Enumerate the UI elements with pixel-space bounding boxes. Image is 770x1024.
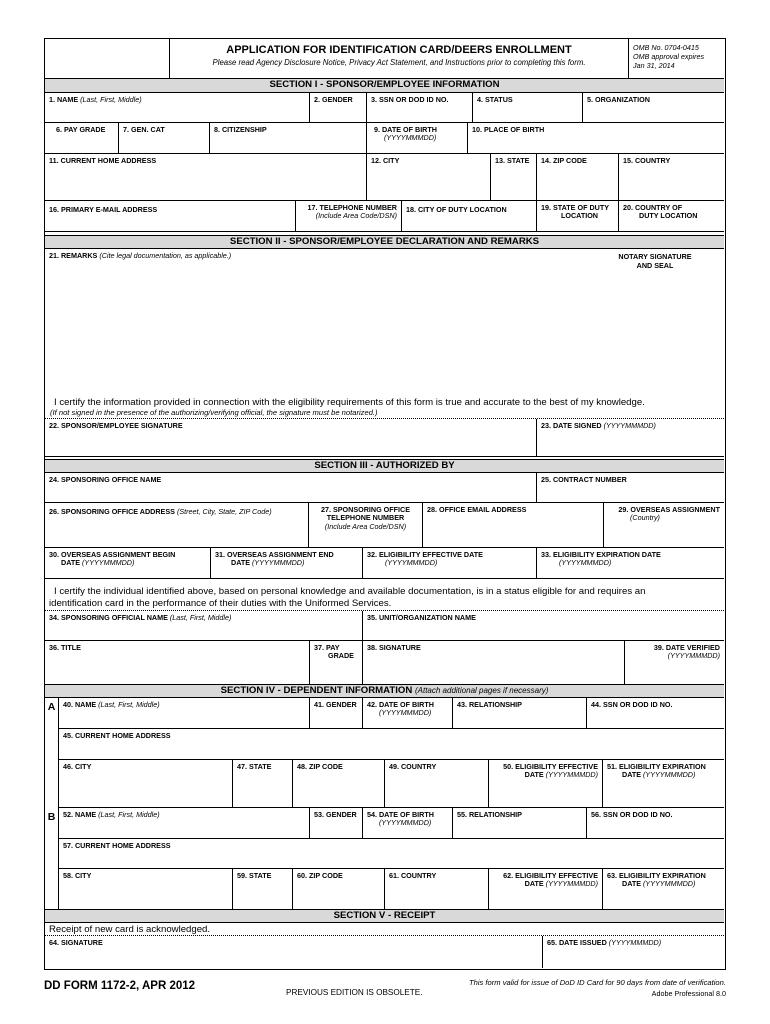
notary-seal-label: NOTARY SIGNATURE AND SEAL bbox=[618, 252, 692, 270]
contract-number-field[interactable]: 25. CONTRACT NUMBER bbox=[541, 475, 627, 484]
form-number: DD FORM 1172-2, APR 2012 bbox=[44, 980, 196, 992]
form-title: APPLICATION FOR IDENTIFICATION CARD/DEERS ENROLLMENT bbox=[226, 44, 572, 56]
s2-signature-row bbox=[45, 419, 724, 457]
s1-row-2 bbox=[45, 123, 724, 154]
eligibility-expiration-date-field[interactable]: 33. ELIGIBILITY EXPIRATION DATE (YYYYMMMDD) bbox=[541, 550, 661, 568]
section-1-header: SECTION I - SPONSOR/EMPLOYEE INFORMATION bbox=[45, 79, 724, 93]
previous-edition-note: PREVIOUS EDITION IS OBSOLETE. bbox=[286, 988, 423, 997]
dep-b-dob-field[interactable]: 54. DATE OF BIRTH (YYYYMMMDD) bbox=[363, 808, 453, 838]
dep-a-address-field[interactable]: 45. CURRENT HOME ADDRESS bbox=[63, 731, 171, 740]
dep-a-row-2 bbox=[59, 729, 724, 760]
dep-a-state-field[interactable]: 47. STATE bbox=[233, 760, 293, 807]
dependent-a-marker: A bbox=[45, 698, 59, 808]
section-2-header: SECTION II - SPONSOR/EMPLOYEE DECLARATION AND REMARKS bbox=[45, 235, 724, 249]
citizenship-field[interactable]: 8. CITIZENSHIP bbox=[210, 123, 367, 153]
sponsoring-office-phone-field[interactable]: 27. SPONSORING OFFICE TELEPHONE NUMBER (Include Area Code/DSN) bbox=[309, 503, 423, 547]
pay-grade-field[interactable]: 6. PAY GRADE bbox=[45, 123, 119, 153]
telephone-field[interactable]: 17. TELEPHONE NUMBER (Include Area Code/DSN) bbox=[296, 201, 402, 231]
unit-organization-field[interactable]: 35. UNIT/ORGANIZATION NAME bbox=[367, 613, 476, 622]
section-5-header: SECTION V - RECEIPT bbox=[45, 909, 724, 923]
sponsor-certification: I certify the information provided in connection with the eligibility requirements of this form is true and accurate to the best of my knowledge. bbox=[54, 397, 645, 408]
form-header bbox=[45, 39, 724, 79]
dependent-b-marker: B bbox=[45, 808, 59, 916]
s1-row-4 bbox=[45, 201, 724, 232]
dep-b-relationship-field[interactable]: 55. RELATIONSHIP bbox=[453, 808, 587, 838]
dep-b-ssn-field[interactable]: 56. SSN OR DOD ID NO. bbox=[591, 810, 673, 819]
eligibility-effective-date-field[interactable]: 32. ELIGIBILITY EFFECTIVE DATE (YYYYMMMDD) bbox=[363, 548, 537, 578]
dep-b-zip-field[interactable]: 60. ZIP CODE bbox=[293, 869, 385, 915]
dep-b-city-field[interactable]: 58. CITY bbox=[59, 869, 233, 915]
home-address-field[interactable]: 11. CURRENT HOME ADDRESS bbox=[45, 154, 367, 200]
dep-a-dob-field[interactable]: 42. DATE OF BIRTH (YYYYMMMDD) bbox=[363, 698, 453, 728]
s3-row-4 bbox=[45, 611, 724, 641]
dep-b-name-field[interactable]: 52. NAME (Last, First, Middle) bbox=[59, 808, 310, 838]
dep-a-relationship-field[interactable]: 43. RELATIONSHIP bbox=[453, 698, 587, 728]
duty-state-field[interactable]: 19. STATE OF DUTY LOCATION bbox=[537, 201, 619, 231]
validity-note: This form valid for issue of DoD ID Card for 90 days from date of verification. bbox=[468, 978, 726, 987]
sponsor-signature-field[interactable]: 22. SPONSOR/EMPLOYEE SIGNATURE bbox=[45, 419, 537, 456]
omb-date: Jan 31, 2014 bbox=[633, 61, 675, 71]
notarize-note: (If not signed in the presence of the authorizing/verifying official, the signature must be notarized.) bbox=[45, 408, 724, 419]
dep-a-ssn-field[interactable]: 44. SSN OR DOD ID NO. bbox=[591, 700, 673, 709]
dep-b-country-field[interactable]: 61. COUNTRY bbox=[385, 869, 489, 915]
section-3-header: SECTION III - AUTHORIZED BY bbox=[45, 459, 724, 473]
dep-b-row-2 bbox=[59, 839, 724, 869]
status-field[interactable]: 4. STATUS bbox=[473, 93, 583, 122]
section-4-header: SECTION IV - DEPENDENT INFORMATION (Attach additional pages if necessary) bbox=[45, 685, 724, 698]
place-of-birth-field[interactable]: 10. PLACE OF BIRTH bbox=[472, 125, 545, 134]
sponsoring-official-name-field[interactable]: 34. SPONSORING OFFICIAL NAME (Last, First, Middle) bbox=[45, 611, 363, 640]
dep-a-gender-field[interactable]: 41. GENDER bbox=[310, 698, 363, 728]
omb-approval: OMB approval expires bbox=[633, 52, 705, 62]
s3-row-5 bbox=[45, 641, 724, 685]
dep-b-row-1 bbox=[59, 808, 724, 839]
pay-grade-verifier-field[interactable]: 37. PAY GRADE bbox=[310, 641, 363, 684]
dep-b-gender-field[interactable]: 53. GENDER bbox=[310, 808, 363, 838]
dep-b-address-field[interactable]: 57. CURRENT HOME ADDRESS bbox=[63, 841, 171, 850]
dep-a-zip-field[interactable]: 48. ZIP CODE bbox=[293, 760, 385, 807]
name-field[interactable]: 1. NAME (Last, First, Middle) bbox=[45, 93, 310, 122]
date-signed-field[interactable]: 23. DATE SIGNED (YYYYMMMDD) bbox=[541, 421, 656, 430]
zip-field[interactable]: 14. ZIP CODE bbox=[537, 154, 619, 200]
remarks-area[interactable] bbox=[45, 249, 724, 399]
blank-header-cell bbox=[45, 39, 170, 78]
omb-cell bbox=[629, 39, 724, 78]
city-field[interactable]: 12. CITY bbox=[367, 154, 491, 200]
ssn-field[interactable]: 3. SSN OR DOD ID NO. bbox=[367, 93, 473, 122]
dep-a-row-1 bbox=[59, 698, 724, 729]
overseas-assignment-field[interactable]: 29. OVERSEAS ASSIGNMENT (Country) bbox=[618, 505, 720, 523]
sponsoring-office-address-field[interactable]: 26. SPONSORING OFFICE ADDRESS (Street, City, State, ZIP Code) bbox=[45, 503, 309, 547]
dep-a-city-field[interactable]: 46. CITY bbox=[59, 760, 233, 807]
s1-row-1 bbox=[45, 93, 724, 123]
title-field[interactable]: 36. TITLE bbox=[45, 641, 310, 684]
signature-verifier-field[interactable]: 38. SIGNATURE bbox=[363, 641, 625, 684]
dep-a-country-field[interactable]: 49. COUNTRY bbox=[385, 760, 489, 807]
state-field[interactable]: 13. STATE bbox=[491, 154, 537, 200]
organization-field[interactable]: 5. ORGANIZATION bbox=[587, 95, 650, 104]
duty-city-field[interactable]: 18. CITY OF DUTY LOCATION bbox=[402, 201, 537, 231]
dep-a-effective-date-field[interactable]: 50. ELIGIBILITY EFFECTIVE DATE (YYYYMMMDD) bbox=[489, 760, 603, 807]
authorizer-certification-line-1: I certify the individual identified above, based on personal knowledge and available documentation, is in a status eligible for and requires an bbox=[54, 586, 646, 597]
date-issued-field[interactable]: 65. DATE ISSUED (YYYYMMMDD) bbox=[547, 938, 662, 947]
authorizer-certification-line-2: identification card in the performance of their duties with the Uniformed Services. bbox=[45, 598, 724, 611]
gender-field[interactable]: 2. GENDER bbox=[310, 93, 367, 122]
dep-b-effective-date-field[interactable]: 62. ELIGIBILITY EFFECTIVE DATE (YYYYMMMDD) bbox=[489, 869, 603, 915]
remarks-label: 21. REMARKS (Cite legal documentation, as applicable.) bbox=[49, 251, 232, 260]
gen-cat-field[interactable]: 7. GEN. CAT bbox=[119, 123, 210, 153]
overseas-begin-date-field[interactable]: 30. OVERSEAS ASSIGNMENT BEGIN DATE (YYYYMMMDD) bbox=[45, 548, 211, 578]
form-frame bbox=[44, 38, 726, 970]
overseas-end-date-field[interactable]: 31. OVERSEAS ASSIGNMENT END DATE (YYYYMMMDD) bbox=[211, 548, 363, 578]
s3-row-3 bbox=[45, 548, 724, 579]
date-verified-field[interactable]: 39. DATE VERIFIED (YYYYMMMDD) bbox=[653, 643, 720, 661]
form-notice: Please read Agency Disclosure Notice, Privacy Act Statement, and Instructions prior to completing this form. bbox=[212, 58, 586, 67]
office-email-field[interactable]: 28. OFFICE EMAIL ADDRESS bbox=[423, 503, 604, 547]
dep-a-name-field[interactable]: 40. NAME (Last, First, Middle) bbox=[59, 698, 310, 728]
s1-row-3 bbox=[45, 154, 724, 201]
title-cell bbox=[170, 39, 629, 78]
receipt-acknowledgment: Receipt of new card is acknowledged. bbox=[45, 924, 724, 936]
s5-signature-row bbox=[45, 936, 724, 968]
dep-b-expiration-date-field[interactable]: 63. ELIGIBILITY EXPIRATION DATE (YYYYMMMDD) bbox=[607, 871, 706, 889]
s3-row-2 bbox=[45, 503, 724, 548]
dob-field[interactable]: 9. DATE OF BIRTH (YYYYMMMDD) bbox=[367, 123, 468, 153]
email-field[interactable]: 16. PRIMARY E-MAIL ADDRESS bbox=[45, 201, 296, 231]
duty-country-field[interactable]: 20. COUNTRY OF DUTY LOCATION bbox=[623, 203, 698, 221]
dep-a-row-3 bbox=[59, 760, 724, 808]
receipt-signature-field[interactable]: 64. SIGNATURE bbox=[45, 936, 543, 968]
adobe-version: Adobe Professional 8.0 bbox=[651, 989, 726, 998]
sponsoring-office-name-field[interactable]: 24. SPONSORING OFFICE NAME bbox=[45, 473, 537, 502]
country-field[interactable]: 15. COUNTRY bbox=[623, 156, 671, 165]
dep-b-state-field[interactable]: 59. STATE bbox=[233, 869, 293, 915]
omb-number: OMB No. 0704-0415 bbox=[633, 43, 699, 52]
dep-a-expiration-date-field[interactable]: 51. ELIGIBILITY EXPIRATION DATE (YYYYMMMDD) bbox=[607, 762, 706, 780]
s3-row-1 bbox=[45, 473, 724, 503]
